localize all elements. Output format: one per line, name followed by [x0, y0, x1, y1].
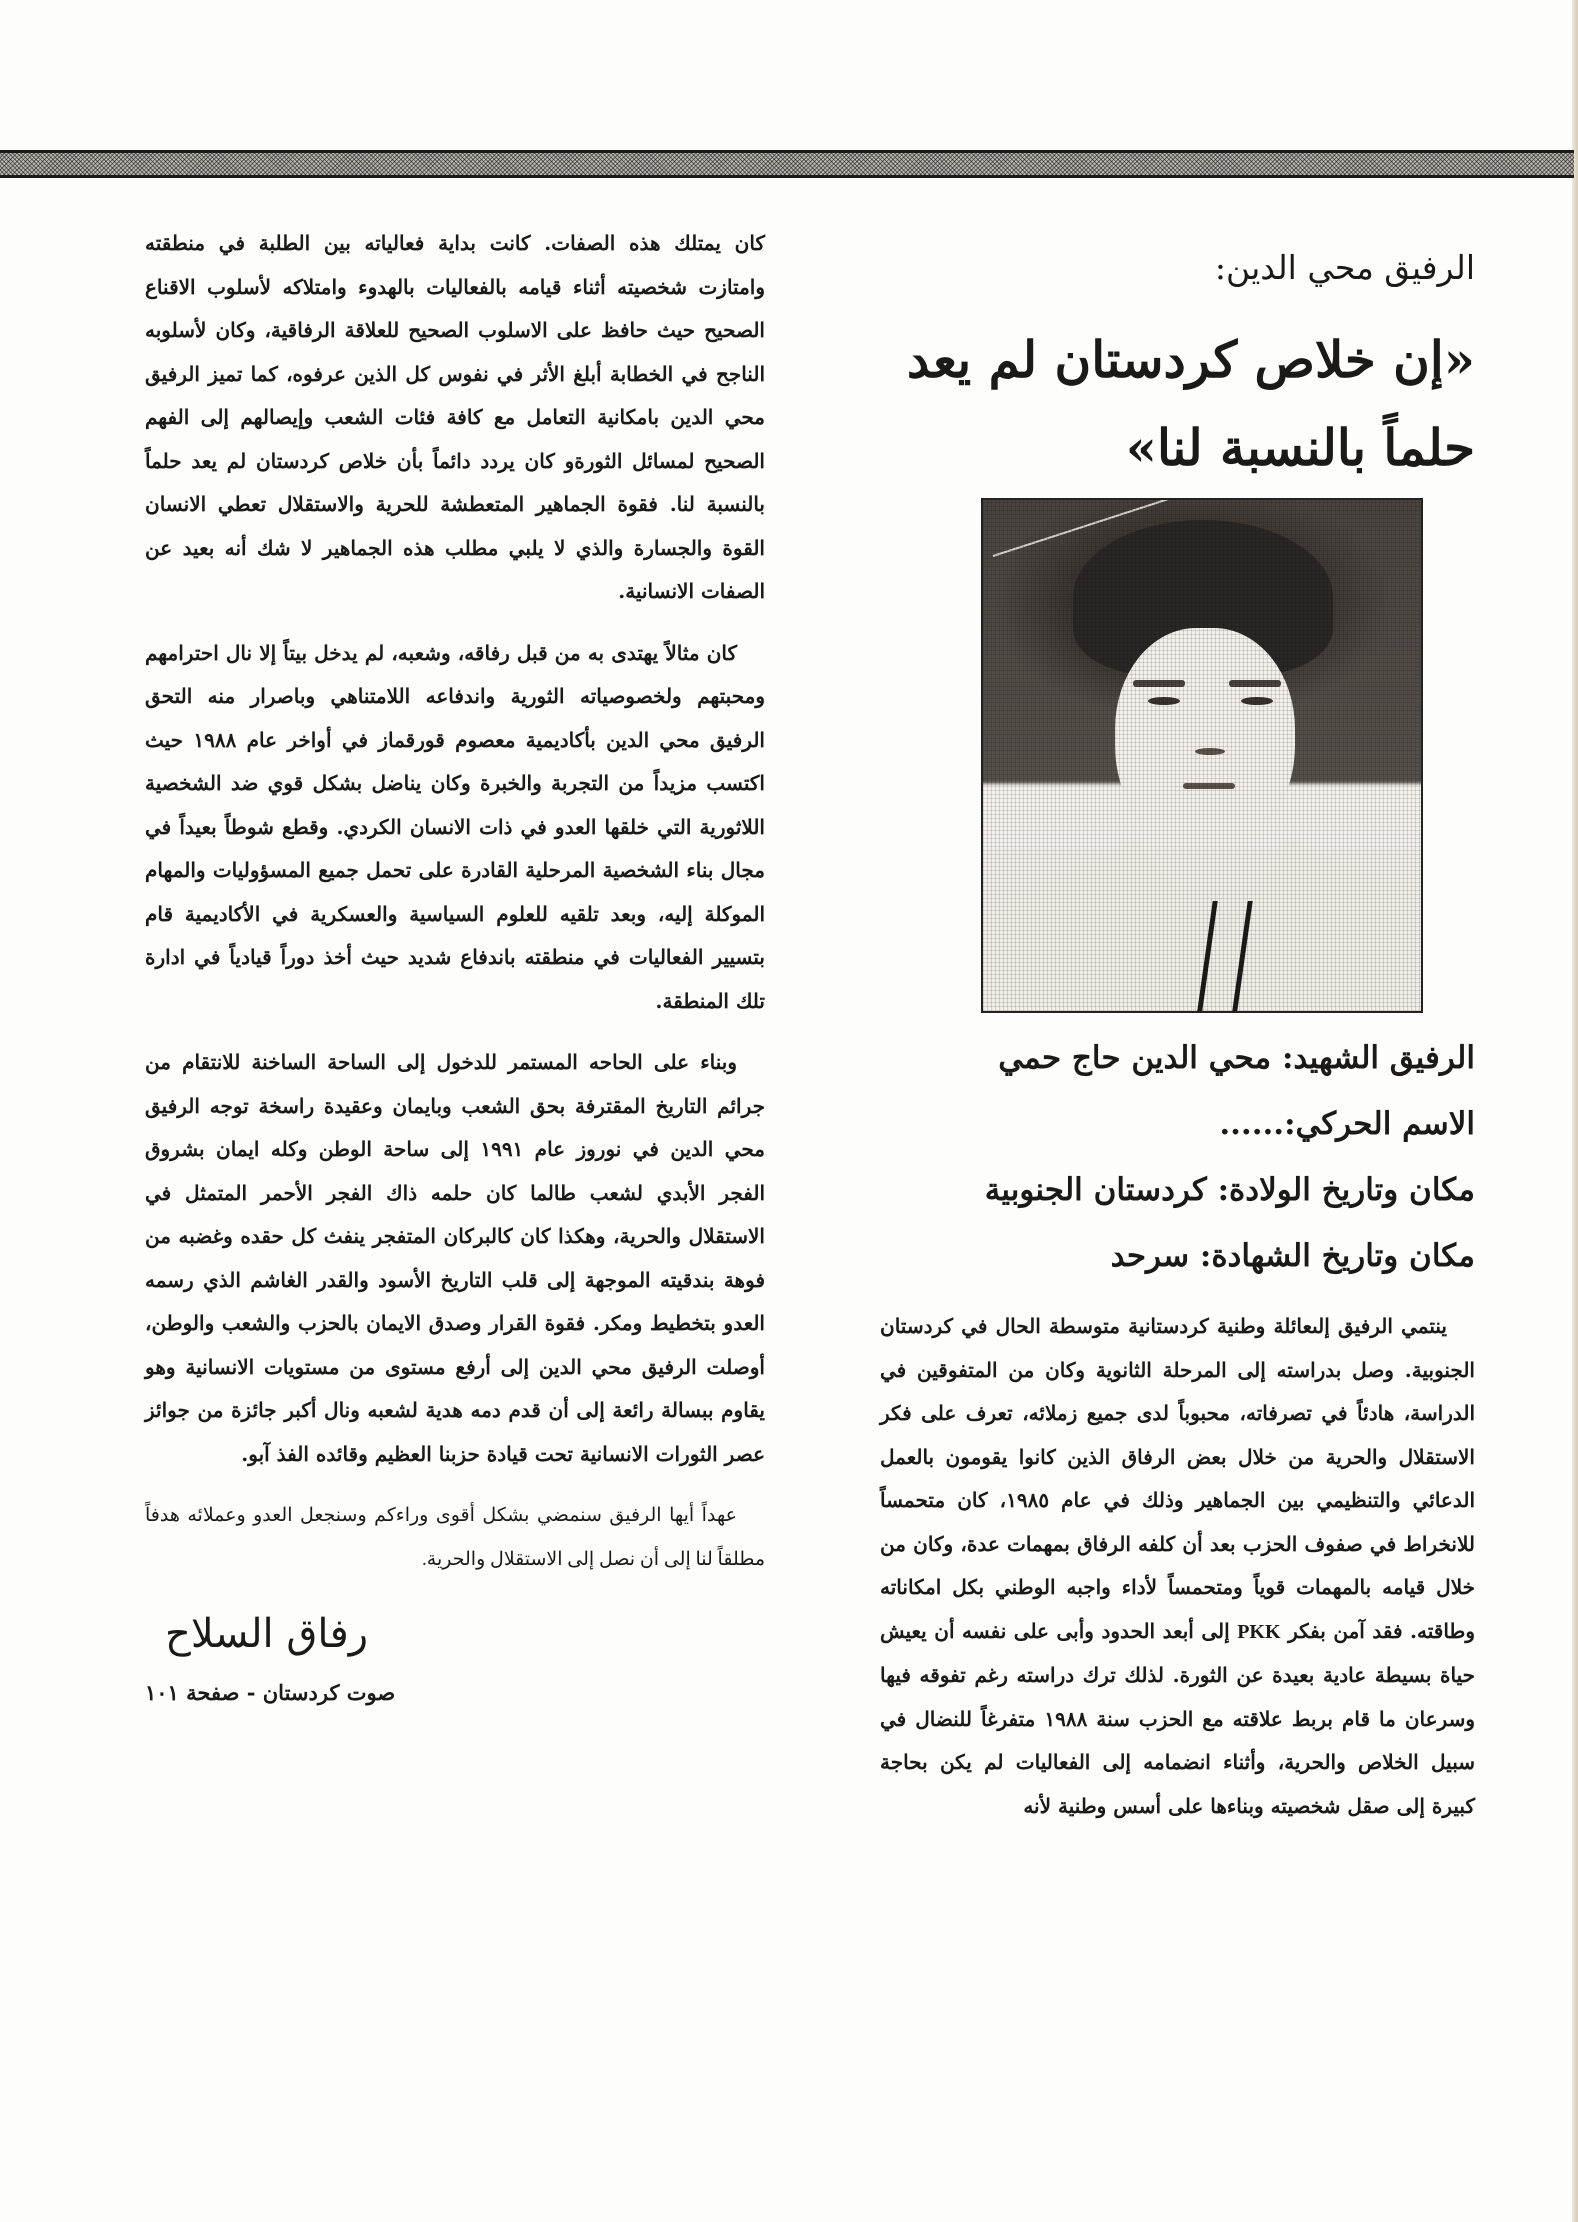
- martyr-facts: [880, 1025, 1475, 1289]
- biography-paragraph: ينتمي الرفيق إلىعائلة وطنية كردستانية متوسطة الحال في كردستان الجنوبية. وصل بدراسته إلى المرحلة الثانوية وكان من المتفوقين في الدراسة، هادئاً في تصرفاته، محبوباً لدى جميع زملائه، تعرف على فكر الاستقلال والحرية من خلال بعض الرفاق الذين كانوا يقومون بالعمل الدعائي والتنظيمي بين الجماهير وذلك في عام ١٩٨٥، كان متحمساً للانخراط في صفوف الحزب بعد أن كلفه الرفاق بمهمات عدة، وكان من خلال قيامه بالمهمات قوياً ومتحمساً لأداء واجبه الوطني بكل امكاناته وطاقته. فقد آمن بفكر PKK إلى أبعد الحدود وأبى على نفسه أن يعيش حياة بسيطة عادية بعيدة عن الثورة. لذلك ترك دراسته رغم تفوقه فيها وسرعان ما قام بربط علاقته مع الحزب سنة ١٩٨٨ متفرغاً للنضال في سبيل الخلاص والحرية، وأثناء انضمامه إلى الفعاليات لم يكن بحاجة كبيرة إلى صقل شخصيته وبناءها على أسس وطنية لأنه: [880, 1314, 1475, 1818]
- left-column: [145, 222, 765, 1713]
- article-kicker: الرفيق محي الدين:: [1214, 248, 1475, 287]
- right-column: [880, 238, 1475, 1846]
- signature: رفاق السلاح: [165, 1611, 369, 1657]
- body-paragraph-2: كان مثالاً يهتدى به من قبل رفاقه، وشعبه، لم يدخل بيتاً إلا نال احترامهم ومحبتهم ولخصوصياته الثورية واندفاعه اللامتناهي وباصرار منه التحق الرفيق محي الدين بأكاديمية معصوم قورقماز في أواخر عام ١٩٨٨ حيث اكتسب مزيداً من التجربة والخبرة وكان يناضل بشكل قوي ضد الشخصية اللاثورية التي خلقها العدو في ذات الانسان الكردي. وقطع شوطاً بعيداً في مجال بناء الشخصية المرحلية القادرة على تحمل جميع المسؤوليات والمهام الموكلة إليه، وبعد تلقيه للعلوم السياسية والعسكرية في الأكاديمية قام بتسيير الفعاليات في منطقته باندفاع شديد حيث أخذ دوراً قيادياً في ادارة تلك المنطقة.: [145, 640, 765, 1013]
- page-edge: [1572, 0, 1578, 2222]
- body-paragraph-3: وبناء على الحاحه المستمر للدخول إلى الساحة الساخنة للانتقام من جرائم التاريخ المقترفة بحق الشعب وبايمان وعقيدة راسخة توجه الرفيق محي الدين في نوروز عام ١٩٩١ إلى ساحة الوطن وكله ايمان بشروق الفجر الأبدي لشعب طالما كان حلمه ذاك الفجر الأحمر المتمثل في الاستقلال والحرية، وهكذا كان كالبركان المتفجر ينفث كل حقده وغضبه من فوهة بندقيته الموجهة إلى قلب التاريخ الأسود والقدر الغاشم الذي رسمه العدو بتخطيط ومكر. فقوة القرار وصدق الايمان بالحزب والشعب والوطن، أوصلت الرفيق محي الدين إلى أرفع مستوى من مستويات الانسانية وهو يقاوم ببسالة رائعة إلى أن قدم دمه هدية لشعبه ونال أكبر جائزة من جوائز عصر الثورات الانسانية تحت قيادة حزبنا العظيم وقائده الفذ آبو.: [145, 1050, 765, 1466]
- source-reference: صوت كردستان - صفحة ١٠١: [145, 1680, 396, 1705]
- article-headline: «إن خلاص كردستان لم يعد حلماً بالنسبة لنا»: [906, 330, 1475, 477]
- header-rule: [0, 150, 1574, 178]
- fact-name: الرفيق الشهيد: محي الدين حاج حمي: [998, 1040, 1475, 1076]
- fact-nom-de-guerre: الاسم الحركي:......: [1219, 1106, 1475, 1142]
- fact-martyrdom: مكان وتاريخ الشهادة: سرحد: [1110, 1238, 1475, 1274]
- fact-birth: مكان وتاريخ الولادة: كردستان الجنوبية: [984, 1172, 1475, 1208]
- closing-pledge: عهداً أيها الرفيق سنمضي بشكل أقوى وراءكم وسنجعل العدو وعملائه هدفاً مطلقاً لنا إلى أن نصل إلى الاستقلال والحرية.: [145, 1505, 765, 1570]
- portrait-photo: [981, 498, 1423, 1013]
- body-paragraph-1: كان يمتلك هذه الصفات. كانت بداية فعالياته بين الطلبة في منطقته وامتازت شخصيته أثناء قيامه بالفعاليات بالهدوء وامتلاكه لأسلوب الاقناع الصحيح حيث حافظ على الاسلوب الصحيح للعلاقة الرفاقية، وكان لأسلوبه الناجح في الخطابة أبلغ الأثر في نفوس كل الذين عرفوه، كما تميز الرفيق محي الدين بامكانية التعامل مع كافة فئات الشعب وإيصالهم إلى الفهم الصحيح لمسائل الثورةو كان يردد دائماً بأن خلاص كردستان لم يعد حلماً بالنسبة لنا. فقوة الجماهير المتعطشة للحرية والاستقلال تعطي الانسان القوة والجسارة والذي لا يلبي مطلب هذه الجماهير لا شك أنه بعيد عن الصفات الانسانية.: [145, 231, 765, 603]
- party-acronym: PKK: [1237, 1620, 1281, 1643]
